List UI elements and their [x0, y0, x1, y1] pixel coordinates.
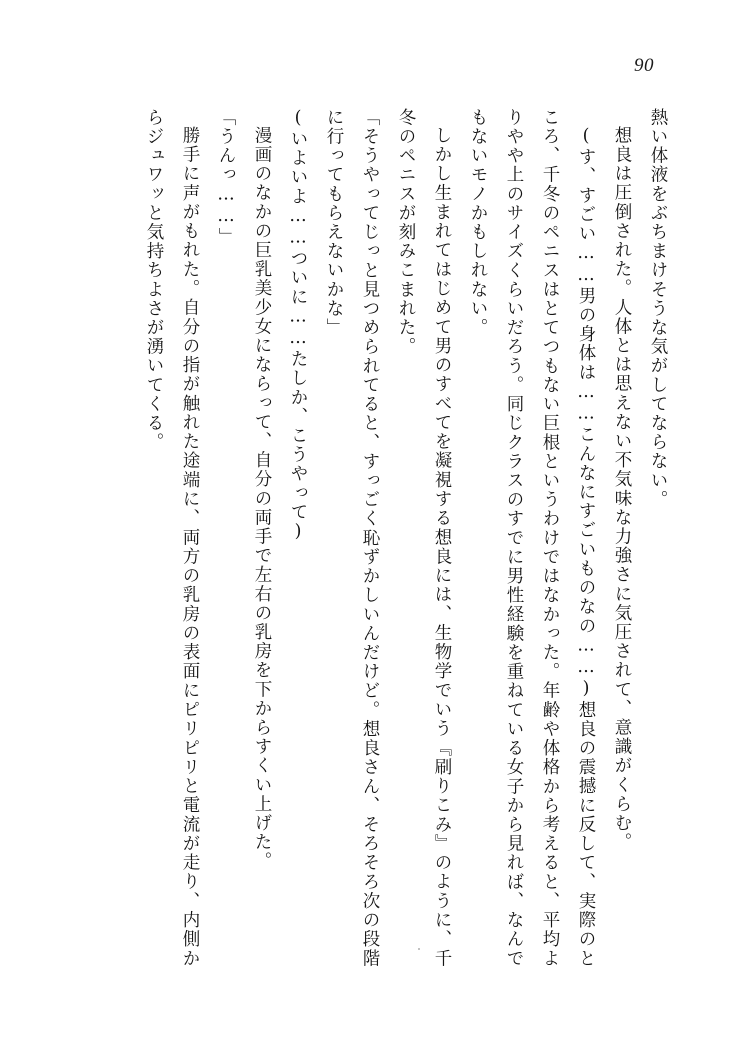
paragraph: 想良は圧倒された。人体とは思えない不気味な力強さに気圧されて、意識がくらむ。 [612, 126, 632, 852]
paragraph: 漫画のなかの巨乳美少女にならって、自分の両手で左右の乳房を下からすくい上げた。 [252, 126, 272, 871]
paragraph: 「そうやってじっと見つめられてると、すっごく恥ずかしいんだけど。想良さん、そろそろ次の段階に行ってもらえないかな」 [324, 108, 380, 968]
paragraph: 勝手に声がもれた。自分の指が触れた途端に、両方の乳房の表面にピリピリと電流が走り、内側からジュワッと気持ちよさが湧いてくる。 [144, 108, 200, 968]
page-body-text [60, 108, 676, 968]
paragraph: 熱い体液をぶちまけそうな気がしてならない。 [648, 108, 668, 510]
paragraph: しかし生まれてはじめて男のすべてを凝視する想良には、生物学でいう『刷りこみ』のように、千冬のペニスが刻みこまれた。 [396, 108, 452, 968]
paragraph-part-a: (す、すごい……男の身体は……こんなにすごいものなの……) [576, 126, 596, 701]
paragraph [460, 108, 604, 968]
page-number: 90 [634, 55, 654, 76]
paragraph-part-b: 想良の震撼に反して、実際のところ、千冬のペニスはとてつもない巨根というわけではなかった。年齢や体格から考えると、平均よりやや上のサイズくらいだろう。同じクラスのすでに男性経験を重ねている女子から見れば、なんでもないモノかもしれない。 [468, 108, 596, 968]
paragraph: 「うんっ……」 [216, 108, 236, 247]
paragraph: (いよいよ……ついに……たしか、こうやって) [288, 108, 308, 544]
